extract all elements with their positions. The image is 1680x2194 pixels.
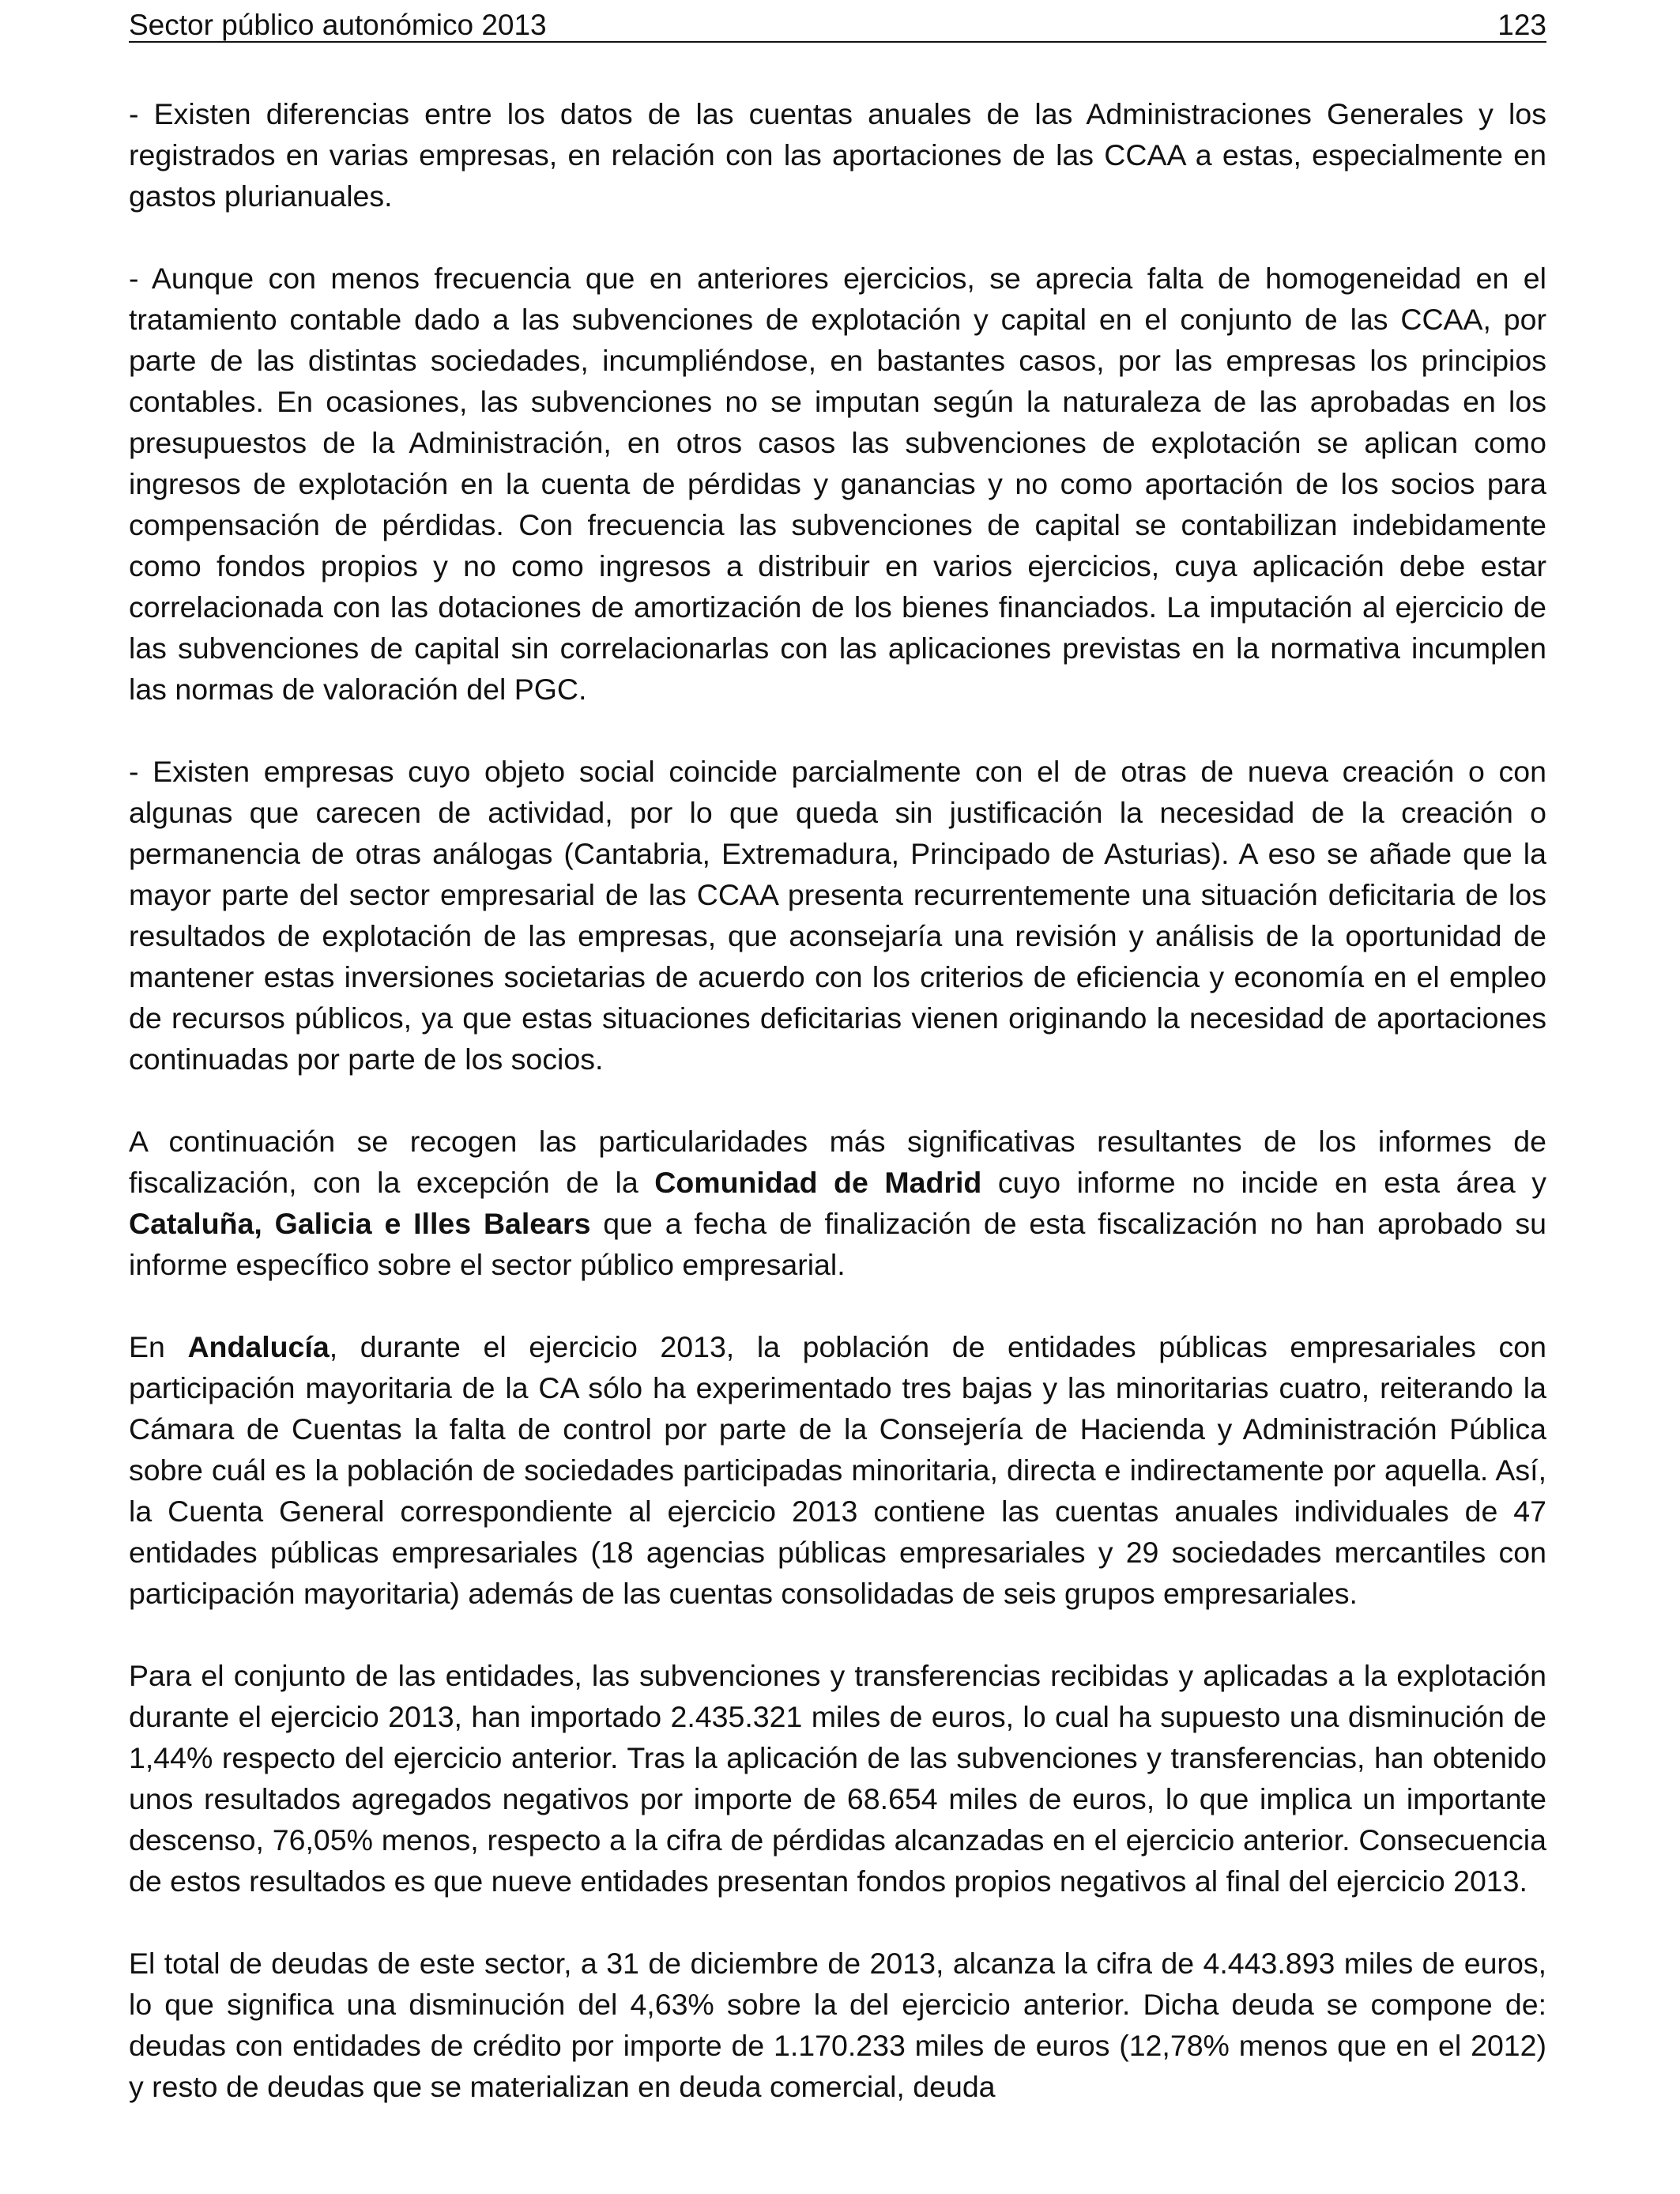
paragraph-diferencias-cuentas: - Existen diferencias entre los datos de las cuentas anuales de las Administraciones Generales y los registrados en varias empresas, en relación con las aportaciones de las CCAA a estas, especialmente en gastos plurianuales. — [129, 97, 1546, 213]
text-run: En — [129, 1330, 188, 1363]
paragraph-deudas: El total de deudas de este sector, a 31 de diciembre de 2013, alcanza la cifra de 4.443.893 miles de euros, lo que significa una disminución del 4,63% sobre la del ejercicio anterior. Dicha deuda se compone de: deudas con entidades de crédito por importe de 1.170.233 miles de euros (12,78% menos que en el 2012) y resto de deudas que se materializan en deuda comercial, deuda — [129, 1947, 1546, 2103]
paragraph-particularidades — [129, 1121, 1546, 1285]
text-run: A continuación se recogen las particularidades más significativas resultantes de los informes de fiscalización, con la excepción de la — [129, 1125, 1546, 1199]
bold-region-andalucia: Andalucía — [187, 1330, 330, 1363]
paragraph-subvenciones-resultados: Para el conjunto de las entidades, las subvenciones y transferencias recibidas y aplicadas a la explotación durante el ejercicio 2013, han importado 2.435.321 miles de euros, lo cual ha supuesto una disminución de 1,44% respecto del ejercicio anterior. Tras la aplicación de las subvenciones y transferencias, han obtenido unos resultados agregados negativos por importe de 68.654 miles de euros, lo que implica un importante descenso, 76,05% menos, respecto a la cifra de pérdidas alcanzadas en el ejercicio anterior. Consecuencia de estos resultados es que nueve entidades presentan fondos propios negativos al final del ejercicio 2013. — [129, 1659, 1546, 1898]
paragraph-homogeneidad-contable: - Aunque con menos frecuencia que en anteriores ejercicios, se aprecia falta de homogeneidad en el tratamiento contable dado a las subvenciones de explotación y capital en el conjunto de las CCAA, por parte de las distintas sociedades, incumpliéndose, en bastantes casos, por las empresas los principios contables. En ocasiones, las subvenciones no se imputan según la naturaleza de las aprobadas en los presupuestos de la Administración, en otros casos las subvenciones de explotación se aplican como ingresos de explotación en la cuenta de pérdidas y ganancias y no como aportación de los socios para compensación de pérdidas. Con frecuencia las subvenciones de capital se contabilizan indebidamente como fondos propios y no como ingresos a distribuir en varios ejercicios, cuya aplicación debe estar correlacionada con las dotaciones de amortización de los bienes financiados. La imputación al ejercicio de las subvenciones de capital sin correlacionarlas con las aplicaciones previstas en la normativa incumplen las normas de valoración del PGC. — [129, 262, 1546, 706]
paragraph-andalucia — [129, 1326, 1546, 1614]
page-number: 123 — [1497, 9, 1546, 41]
bold-region-madrid: Comunidad de Madrid — [654, 1166, 982, 1199]
page-header — [129, 8, 1546, 43]
text-run: que a fecha de finalización de esta fiscalización no han aprobado su informe específico sobre el sector público empresarial. — [129, 1207, 1546, 1281]
text-run: cuyo informe no incide en esta área y — [981, 1166, 1547, 1199]
body-text — [129, 93, 1546, 2148]
paragraph-objeto-social: - Existen empresas cuyo objeto social coincide parcialmente con el de otras de nueva creación o con algunas que carecen de actividad, por lo que queda sin justificación la necesidad de la creación o permanencia de otras análogas (Cantabria, Extremadura, Principado de Asturias). A eso se añade que la mayor parte del sector empresarial de las CCAA presenta recurrentemente una situación deficitaria de los resultados de explotación de las empresas, que aconsejaría una revisión y análisis de la oportunidad de mantener estas inversiones societarias de acuerdo con los criterios de eficiencia y economía en el empleo de recursos públicos, ya que estas situaciones deficitarias vienen originando la necesidad de aportaciones continuadas por parte de los socios. — [129, 755, 1546, 1076]
text-run: , durante el ejercicio 2013, la población de entidades públicas empresariales con participación mayoritaria de la CA sólo ha experimentado tres bajas y las minoritarias cuatro, reiterando la Cámara de Cuentas la falta de control por parte de la Consejería de Hacienda y Administración Pública sobre cuál es la población de sociedades participadas minoritaria, directa e indirectamente por aquella. Así, la Cuenta General correspondiente al ejercicio 2013 contiene las cuentas anuales individuales de 47 entidades públicas empresariales (18 agencias públicas empresariales y 29 sociedades mercantiles con participación mayoritaria) además de las cuentas consolidadas de seis grupos empresariales. — [129, 1330, 1546, 1610]
running-title: Sector público autonómico 2013 — [129, 9, 547, 41]
bold-region-cataluna-galicia-baleares: Cataluña, Galicia e Illes Balears — [129, 1207, 591, 1240]
